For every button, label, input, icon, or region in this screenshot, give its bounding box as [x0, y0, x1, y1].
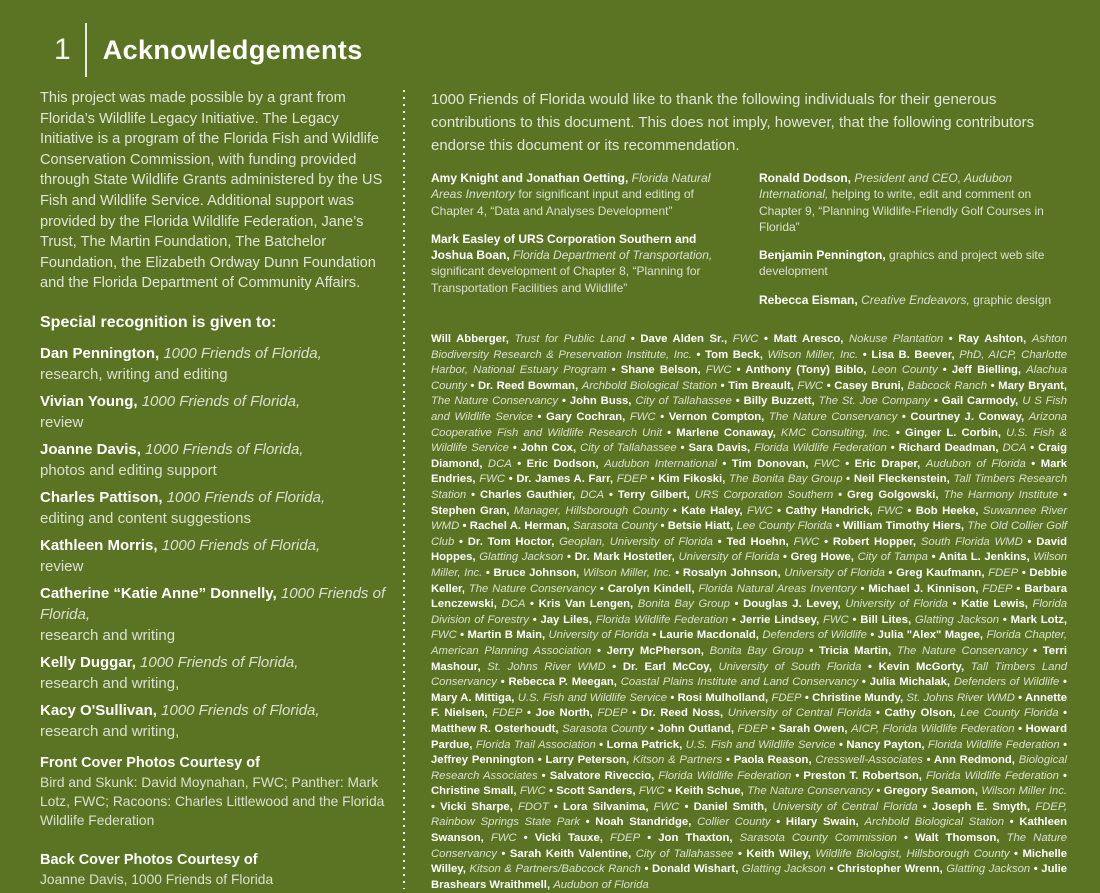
special-recognition-list	[40, 343, 392, 742]
recognition-entry: Charles Pattison, 1000 Friends of Florida, editing and content suggestions	[40, 487, 392, 529]
recognition-entry: Kelly Duggar, 1000 Friends of Florida, research and writing,	[40, 652, 392, 694]
recognition-role: research, writing and editing	[40, 365, 228, 383]
recognition-entry: Kathleen Morris, 1000 Friends of Florida, review	[40, 535, 392, 577]
chapter-number: 1	[54, 33, 71, 66]
recognition-role: review	[40, 413, 84, 431]
back-cover-credits	[40, 852, 392, 889]
thanks-intro-paragraph: 1000 Friends of Florida would like to thank the following individuals for their generous contributions to this document. This does not imply, however, that the following contributors endorse this document or its recommendation.	[431, 91, 1035, 154]
dotted-column-divider	[403, 90, 405, 889]
back-cover-lines: Joanne Davis, 1000 Friends of Florida	[40, 871, 274, 887]
left-column	[40, 88, 392, 893]
header-divider-line	[85, 23, 87, 77]
featured-contributors	[431, 170, 1067, 320]
recognition-entry: Vivian Young, 1000 Friends of Florida, review	[40, 391, 392, 433]
featured-col-2	[759, 170, 1067, 320]
featured-entry: Rebecca Eisman, Creative Endeavors, graphic design	[759, 292, 1052, 307]
recognition-entry: Catherine “Katie Anne” Donnelly, 1000 Friends of Florida, research and writing	[40, 583, 392, 646]
contributors-paragraph: Will Abberger, Trust for Public Land • Dave Alden Sr., FWC • Matt Aresco, Nokuse Plantation • Ray Ashton, Ashton Biodiversity Research & Preservation Institute, Inc. • Tom Beck, Wilson Miller, Inc. • Lisa B. Beever, PhD, AICP, Charlotte Harbor, National Estuary Program • Shane Belson, FWC • Anthony (Tony) Biblo, Leon County • Jeff Bielling, Alachua County • Dr. Reed Bowman, Archbold Biological Station • Tim Breault, FWC • Casey Bruni, Babcock Ranch • Mary Bryant, The Nature Conservancy • John Buss, City of Tallahassee • Billy Buzzett, The St. Joe Company • Gail Carmody, U S Fish and Wildlife Service • Gary Cochran, FWC • Vernon Compton, The Nature Conservancy • Courtney J. Conway, Arizona Cooperative Fish and Wildlife Research Unit • Marlene Conaway, KMC Consulting, Inc. • Ginger L. Corbin, U.S. Fish & Wildlife Service • John Cox, City of Tallahassee • Sara Davis, Florida Wildlife Federation • Richard Deadman, DCA • Craig Diamond, DCA • Eric Dodson, Audubon International • Tim Donovan, FWC • Eric Draper, Audubon of Florida • Mark Endries, FWC • Dr. James A. Farr, FDEP • Kim Fikoski, The Bonita Bay Group • Neil Fleckenstein, Tall Timbers Research Station • Charles Gauthier, DCA • Terry Gilbert, URS Corporation Southern • Greg Golgowski, The Harmony Institute • Stephen Gran, Manager, Hillsborough County • Kate Haley, FWC • Cathy Handrick, FWC • Bob Heeke, Suwannee River WMD • Rachel A. Herman, Sarasota County • Betsie Hiatt, Lee County Florida • William Timothy Hiers, The Old Collier Golf Club • Dr. Tom Hoctor, Geoplan, University of Florida • Ted Hoehn, FWC • Robert Hopper, South Florida WMD • David Hoppes, Glatting Jackson • Dr. Mark Hostetler, University of Florida • Greg Howe, City of Tampa • Anita L. Jenkins, Wilson Miller, Inc. • Bruce Johnson, Wilson Miller, Inc. • Rosalyn Johnson, University of Florida • Greg Kaufmann, FDEP • Debbie Keller, The Nature Conservancy • Carolyn Kindell, Florida Natural Areas Inventory • Michael J. Kinnison, FDEP • Barbara Lenczewski, DCA • Kris Van Lengen, Bonita Bay Group • Douglas J. Levey, University of Florida • Katie Lewis, Florida Division of Forestry • Jay Liles, Florida Wildlife Federation • Jerrie Lindsey, FWC • Bill Lites, Glatting Jackson • Mark Lotz, FWC • Martin B Main, University of Florida • Laurie Macdonald, Defenders of Wildlife • Julia "Alex" Magee, Florida Chapter, American Planning Association • Jerry McPherson, Bonita Bay Group • Tricia Martin, The Nature Conservancy • Terri Mashour, St. Johns River WMD • Dr. Earl McCoy, University of South Florida • Kevin McGorty, Tall Timbers Land Conservancy • Rebecca P. Meegan, Coastal Plains Institute and Land Conservancy • Julia Michalak, Defenders of Wildlife • Mary A. Mittiga, U.S. Fish and Wildlife Service • Rosi Mulholland, FDEP • Christine Mundy, St. Johns River WMD • Annette F. Nielsen, FDEP • Joe North, FDEP • Dr. Reed Noss, University of Central Florida • Cathy Olson, Lee County Florida • Matthew R. Osterhoudt, Sarasota County • John Outland, FDEP • Sarah Owen, AICP, Florida Wildlife Federation • Howard Pardue, Florida Trail Association • Lorna Patrick, U.S. Fish and Wildlife Service • Nancy Payton, Florida Wildlife Federation • Jeffrey Pennington • Larry Peterson, Kitson & Partners • Paola Reason, Cresswell-Associates • Ann Redmond, Biological Research Associates • Salvatore Riveccio, Florida Wildlife Federation • Preston T. Robertson, Florida Wildlife Federation • Christine Small, FWC • Scott Sanders, FWC • Keith Schue, The Nature Conservancy • Gregory Seamon, Wilson Miller Inc. • Vicki Sharpe, FDOT • Lora Silvanima, FWC • Daniel Smith, University of Central Florida • Joseph E. Smyth, FDEP, Rainbow Springs State Park • Noah Standridge, Collier County • Hilary Swain, Archbold Biological Station • Kathleen Swanson, FWC • Vicki Tauxe, FDEP • Jon Thaxton, Sarasota County Commission • Walt Thomson, The Nature Conservancy • Sarah Keith Valentine, City of Tallahassee • Keith Wiley, Wildlife Biologist, Hillsborough County • Michelle Willey, Kitson & Partners/Babcock Ranch • Donald Wishart, Glatting Jackson • Christopher Wrenn, Glatting Jackson • Julie Brashears Wraithmell, Audubon of Florida	[431, 333, 1068, 891]
recognition-role: photos and editing support	[40, 461, 217, 479]
recognition-role: editing and content suggestions	[40, 509, 251, 527]
recognition-role: research and writing,	[40, 674, 180, 692]
featured-entry: Ronald Dodson, President and CEO, Audubon International, helping to write, edit and comment on Chapter 9, “Planning Wildlife-Friendly Golf Courses in Florida”	[759, 171, 1044, 234]
front-cover-credits	[40, 755, 392, 830]
recognition-entry: Dan Pennington, 1000 Friends of Florida, research, writing and editing	[40, 343, 392, 385]
page-content	[0, 86, 1100, 893]
recognition-role: review	[40, 557, 84, 575]
right-column	[431, 88, 1067, 893]
grant-intro-paragraph: This project was made possible by a grant from Florida’s Wildlife Legacy Initiative. The Legacy Initiative is a program of the Florida Fish and Wildlife Conservation Commission, with funding provided through State Wildlife Grants administered by the US Fish and Wildlife Service. Additional support was provided by the Florida Wildlife Federation, Jane’s Trust, The Martin Foundation, The Batchelor Foundation, the Elizabeth Ordway Dunn Foundation and the Florida Department of Community Affairs.	[40, 90, 383, 292]
special-recognition-heading: Special recognition is given to:	[40, 313, 277, 331]
featured-entry: Benjamin Pennington, graphics and project web site development	[759, 248, 1045, 279]
back-cover-heading: Back Cover Photos Courtesy of	[40, 851, 258, 868]
recognition-role: research and writing,	[40, 722, 180, 740]
featured-col-1	[431, 170, 739, 320]
front-cover-lines: Bird and Skunk: David Moynahan, FWC; Panther: Mark Lotz, FWC; Racoons: Charles Littlewood and the Florida Wildlife Federation	[40, 774, 385, 828]
featured-entry: Mark Easley of URS Corporation Southern and Joshua Boan, Florida Department of Transportation, significant development of Chapter 8, “Planning for Transportation Facilities and Wildlife”	[431, 231, 713, 295]
recognition-entry: Joanne Davis, 1000 Friends of Florida, photos and editing support	[40, 439, 392, 481]
page-title: Acknowledgements	[102, 34, 363, 65]
recognition-entry: Kacy O'Sullivan, 1000 Friends of Florida, research and writing,	[40, 700, 392, 742]
featured-entry: Amy Knight and Jonathan Oetting, Florida Natural Areas Inventory for significant input and editing of Chapter 4, “Data and Analyses Development”	[431, 171, 711, 218]
page-header	[0, 0, 1100, 86]
recognition-role: research and writing	[40, 626, 176, 644]
front-cover-heading: Front Cover Photos Courtesy of	[40, 754, 260, 771]
